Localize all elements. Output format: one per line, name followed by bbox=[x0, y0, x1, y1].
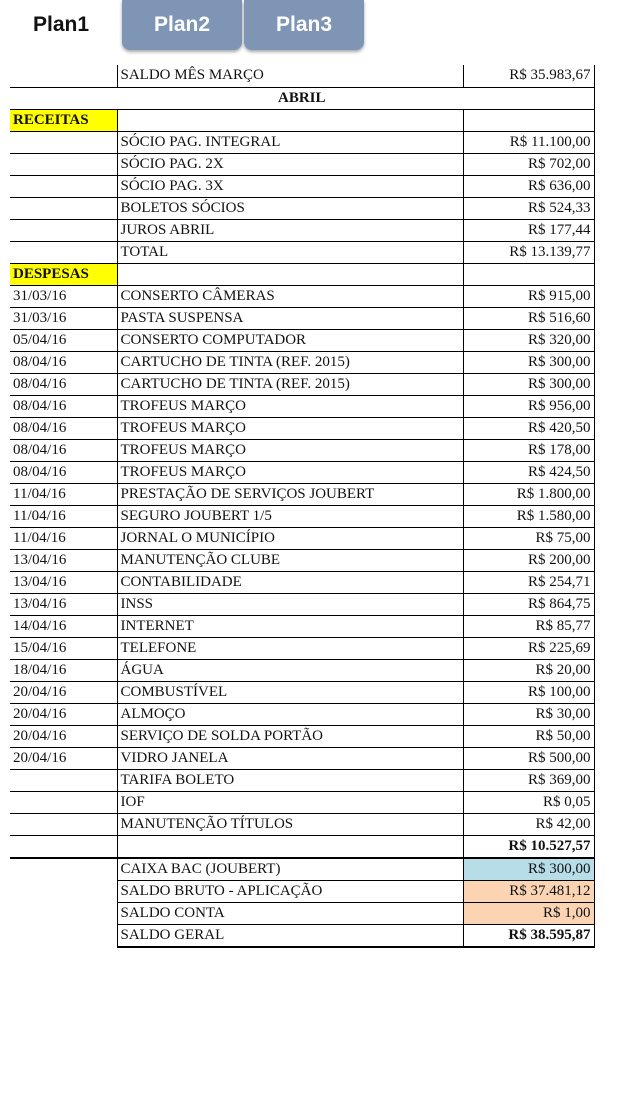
despesa-desc[interactable]: SERVIÇO DE SOLDA PORTÃO bbox=[117, 725, 463, 747]
receita-desc[interactable]: BOLETOS SÓCIOS bbox=[117, 197, 463, 219]
table-row bbox=[10, 197, 594, 219]
summary-desc[interactable]: SALDO GERAL bbox=[117, 924, 463, 947]
despesa-value[interactable]: R$ 254,71 bbox=[463, 571, 594, 593]
table-row bbox=[10, 241, 594, 263]
tab-plan2[interactable]: Plan2 bbox=[122, 0, 242, 50]
despesa-value[interactable]: R$ 1.580,00 bbox=[463, 505, 594, 527]
cell[interactable] bbox=[10, 153, 117, 175]
despesa-desc[interactable]: COMBUSTÍVEL bbox=[117, 681, 463, 703]
cell[interactable] bbox=[463, 263, 594, 285]
despesa-value[interactable]: R$ 100,00 bbox=[463, 681, 594, 703]
table-row bbox=[10, 747, 594, 769]
table-row bbox=[10, 725, 594, 747]
table-row bbox=[10, 505, 594, 527]
despesa-value[interactable]: R$ 75,00 bbox=[463, 527, 594, 549]
table-row bbox=[10, 285, 594, 307]
summary-desc[interactable]: SALDO BRUTO - APLICAÇÃO bbox=[117, 880, 463, 902]
cell[interactable] bbox=[117, 109, 463, 131]
tab-plan1[interactable]: Plan1 bbox=[0, 0, 122, 50]
despesa-date[interactable]: 11/04/16 bbox=[10, 527, 117, 549]
receita-desc[interactable]: SÓCIO PAG. 3X bbox=[117, 175, 463, 197]
receitas-label[interactable]: RECEITAS bbox=[10, 109, 117, 131]
summary-desc[interactable]: SALDO CONTA bbox=[117, 902, 463, 924]
despesa-desc[interactable]: SEGURO JOUBERT 1/5 bbox=[117, 505, 463, 527]
summary-row bbox=[10, 902, 594, 924]
despesa-value[interactable]: R$ 864,75 bbox=[463, 593, 594, 615]
despesa-desc[interactable]: ÁGUA bbox=[117, 659, 463, 681]
despesa-value[interactable]: R$ 500,00 bbox=[463, 747, 594, 769]
despesa-value[interactable]: R$ 225,69 bbox=[463, 637, 594, 659]
summary-row bbox=[10, 924, 594, 947]
table-row bbox=[10, 659, 594, 681]
despesas-total-value[interactable]: R$ 10.527,57 bbox=[463, 835, 594, 858]
table-row bbox=[10, 175, 594, 197]
despesa-date[interactable]: 08/04/16 bbox=[10, 417, 117, 439]
saldo-mes-row bbox=[10, 65, 594, 87]
despesa-date[interactable]: 20/04/16 bbox=[10, 747, 117, 769]
despesa-date[interactable]: 13/04/16 bbox=[10, 549, 117, 571]
despesa-value[interactable]: R$ 178,00 bbox=[463, 439, 594, 461]
cell[interactable] bbox=[10, 835, 117, 858]
table-row bbox=[10, 131, 594, 153]
despesa-value[interactable]: R$ 50,00 bbox=[463, 725, 594, 747]
table-row bbox=[10, 813, 594, 835]
tab-plan3[interactable]: Plan3 bbox=[244, 0, 364, 50]
despesas-header-row bbox=[10, 263, 594, 285]
summary-row bbox=[10, 880, 594, 902]
despesa-date[interactable]: 11/04/16 bbox=[10, 505, 117, 527]
despesa-desc[interactable]: IOF bbox=[117, 791, 463, 813]
cell[interactable] bbox=[117, 835, 463, 858]
despesa-desc[interactable]: CONTABILIDADE bbox=[117, 571, 463, 593]
despesa-desc[interactable]: PASTA SUSPENSA bbox=[117, 307, 463, 329]
summary-desc[interactable]: CAIXA BAC (JOUBERT) bbox=[117, 858, 463, 881]
despesa-date[interactable]: 15/04/16 bbox=[10, 637, 117, 659]
cell[interactable] bbox=[117, 263, 463, 285]
cell[interactable] bbox=[10, 65, 117, 87]
table-row bbox=[10, 549, 594, 571]
despesa-date[interactable]: 08/04/16 bbox=[10, 373, 117, 395]
despesa-date[interactable]: 20/04/16 bbox=[10, 681, 117, 703]
receita-value[interactable]: R$ 524,33 bbox=[463, 197, 594, 219]
despesa-value[interactable]: R$ 20,00 bbox=[463, 659, 594, 681]
table-row bbox=[10, 769, 594, 791]
despesa-desc[interactable]: CARTUCHO DE TINTA (REF. 2015) bbox=[117, 351, 463, 373]
despesa-desc[interactable]: PRESTAÇÃO DE SERVIÇOS JOUBERT bbox=[117, 483, 463, 505]
cell[interactable] bbox=[10, 880, 117, 902]
month-title[interactable]: ABRIL bbox=[10, 87, 594, 109]
receita-value[interactable]: R$ 11.100,00 bbox=[463, 131, 594, 153]
table-row bbox=[10, 373, 594, 395]
receita-value[interactable]: R$ 702,00 bbox=[463, 153, 594, 175]
despesa-desc[interactable]: ALMOÇO bbox=[117, 703, 463, 725]
despesa-value[interactable]: R$ 1.800,00 bbox=[463, 483, 594, 505]
despesa-date[interactable]: 18/04/16 bbox=[10, 659, 117, 681]
saldo-mes-value[interactable]: R$ 35.983,67 bbox=[463, 65, 594, 87]
despesa-date[interactable]: 08/04/16 bbox=[10, 439, 117, 461]
summary-value[interactable]: R$ 38.595,87 bbox=[463, 924, 594, 947]
despesa-desc[interactable]: TROFEUS MARÇO bbox=[117, 395, 463, 417]
despesa-date[interactable]: 05/04/16 bbox=[10, 329, 117, 351]
despesa-desc[interactable]: TARIFA BOLETO bbox=[117, 769, 463, 791]
despesa-date[interactable]: 13/04/16 bbox=[10, 593, 117, 615]
despesa-desc[interactable]: TROFEUS MARÇO bbox=[117, 439, 463, 461]
receita-desc[interactable]: JUROS ABRIL bbox=[117, 219, 463, 241]
despesa-value[interactable]: R$ 200,00 bbox=[463, 549, 594, 571]
table-row bbox=[10, 791, 594, 813]
summary-value[interactable]: R$ 37.481,12 bbox=[463, 880, 594, 902]
despesa-value[interactable]: R$ 320,00 bbox=[463, 329, 594, 351]
table-row bbox=[10, 703, 594, 725]
summary-value[interactable]: R$ 1,00 bbox=[463, 902, 594, 924]
table-row bbox=[10, 637, 594, 659]
table-row bbox=[10, 329, 594, 351]
month-header-row bbox=[10, 87, 594, 109]
despesa-desc[interactable]: TROFEUS MARÇO bbox=[117, 417, 463, 439]
table-row bbox=[10, 461, 594, 483]
receita-desc[interactable]: SÓCIO PAG. INTEGRAL bbox=[117, 131, 463, 153]
receita-desc[interactable]: TOTAL bbox=[117, 241, 463, 263]
cell[interactable] bbox=[10, 175, 117, 197]
despesa-desc[interactable]: VIDRO JANELA bbox=[117, 747, 463, 769]
table-row bbox=[10, 219, 594, 241]
despesa-value[interactable]: R$ 42,00 bbox=[463, 813, 594, 835]
receita-value[interactable]: R$ 13.139,77 bbox=[463, 241, 594, 263]
cell[interactable] bbox=[10, 902, 117, 924]
despesa-value[interactable]: R$ 85,77 bbox=[463, 615, 594, 637]
despesa-desc[interactable]: CONSERTO CÂMERAS bbox=[117, 285, 463, 307]
despesa-value[interactable]: R$ 915,00 bbox=[463, 285, 594, 307]
table-row bbox=[10, 153, 594, 175]
despesa-desc[interactable]: JORNAL O MUNICÍPIO bbox=[117, 527, 463, 549]
despesa-desc[interactable]: CARTUCHO DE TINTA (REF. 2015) bbox=[117, 373, 463, 395]
table-row bbox=[10, 351, 594, 373]
despesa-value[interactable]: R$ 300,00 bbox=[463, 373, 594, 395]
cell[interactable] bbox=[10, 197, 117, 219]
receitas-header-row bbox=[10, 109, 594, 131]
despesa-value[interactable]: R$ 300,00 bbox=[463, 351, 594, 373]
table-row bbox=[10, 681, 594, 703]
table-row bbox=[10, 593, 594, 615]
despesa-date[interactable]: 11/04/16 bbox=[10, 483, 117, 505]
despesa-date[interactable] bbox=[10, 791, 117, 813]
cell[interactable] bbox=[10, 219, 117, 241]
despesa-date[interactable]: 08/04/16 bbox=[10, 351, 117, 373]
despesa-desc[interactable]: MANUTENÇÃO CLUBE bbox=[117, 549, 463, 571]
spreadsheet-grid bbox=[10, 65, 595, 948]
despesa-value[interactable]: R$ 424,50 bbox=[463, 461, 594, 483]
despesa-date[interactable]: 08/04/16 bbox=[10, 395, 117, 417]
despesa-date[interactable]: 08/04/16 bbox=[10, 461, 117, 483]
receita-value[interactable]: R$ 177,44 bbox=[463, 219, 594, 241]
table-row bbox=[10, 527, 594, 549]
summary-row bbox=[10, 858, 594, 881]
despesa-date[interactable]: 20/04/16 bbox=[10, 703, 117, 725]
receita-desc[interactable]: SÓCIO PAG. 2X bbox=[117, 153, 463, 175]
cell[interactable] bbox=[10, 858, 117, 881]
despesa-date[interactable] bbox=[10, 769, 117, 791]
despesa-date[interactable]: 20/04/16 bbox=[10, 725, 117, 747]
despesa-date[interactable]: 14/04/16 bbox=[10, 615, 117, 637]
receita-value[interactable]: R$ 636,00 bbox=[463, 175, 594, 197]
despesa-value[interactable]: R$ 420,50 bbox=[463, 417, 594, 439]
table-row bbox=[10, 307, 594, 329]
despesa-desc[interactable]: INSS bbox=[117, 593, 463, 615]
despesa-desc[interactable]: TELEFONE bbox=[117, 637, 463, 659]
despesa-value[interactable]: R$ 0,05 bbox=[463, 791, 594, 813]
despesa-value[interactable]: R$ 369,00 bbox=[463, 769, 594, 791]
summary-value[interactable]: R$ 300,00 bbox=[463, 858, 594, 881]
cell[interactable] bbox=[10, 131, 117, 153]
despesas-total-row bbox=[10, 835, 594, 858]
table-row bbox=[10, 483, 594, 505]
despesa-desc[interactable]: CONSERTO COMPUTADOR bbox=[117, 329, 463, 351]
cell[interactable] bbox=[10, 241, 117, 263]
cell[interactable] bbox=[463, 109, 594, 131]
despesa-date[interactable]: 31/03/16 bbox=[10, 285, 117, 307]
table-row bbox=[10, 417, 594, 439]
sheet-tab-bar bbox=[0, 0, 618, 56]
despesa-desc[interactable]: TROFEUS MARÇO bbox=[117, 461, 463, 483]
despesas-label[interactable]: DESPESAS bbox=[10, 263, 117, 285]
table-row bbox=[10, 571, 594, 593]
despesa-value[interactable]: R$ 956,00 bbox=[463, 395, 594, 417]
table-row bbox=[10, 439, 594, 461]
despesa-value[interactable]: R$ 516,60 bbox=[463, 307, 594, 329]
despesa-desc[interactable]: MANUTENÇÃO TÍTULOS bbox=[117, 813, 463, 835]
cell[interactable] bbox=[10, 924, 117, 947]
table-row bbox=[10, 395, 594, 417]
saldo-mes-label[interactable]: SALDO MÊS MARÇO bbox=[117, 65, 463, 87]
despesa-desc[interactable]: INTERNET bbox=[117, 615, 463, 637]
despesa-date[interactable]: 13/04/16 bbox=[10, 571, 117, 593]
despesa-date[interactable]: 31/03/16 bbox=[10, 307, 117, 329]
table-row bbox=[10, 615, 594, 637]
despesa-value[interactable]: R$ 30,00 bbox=[463, 703, 594, 725]
despesa-date[interactable] bbox=[10, 813, 117, 835]
